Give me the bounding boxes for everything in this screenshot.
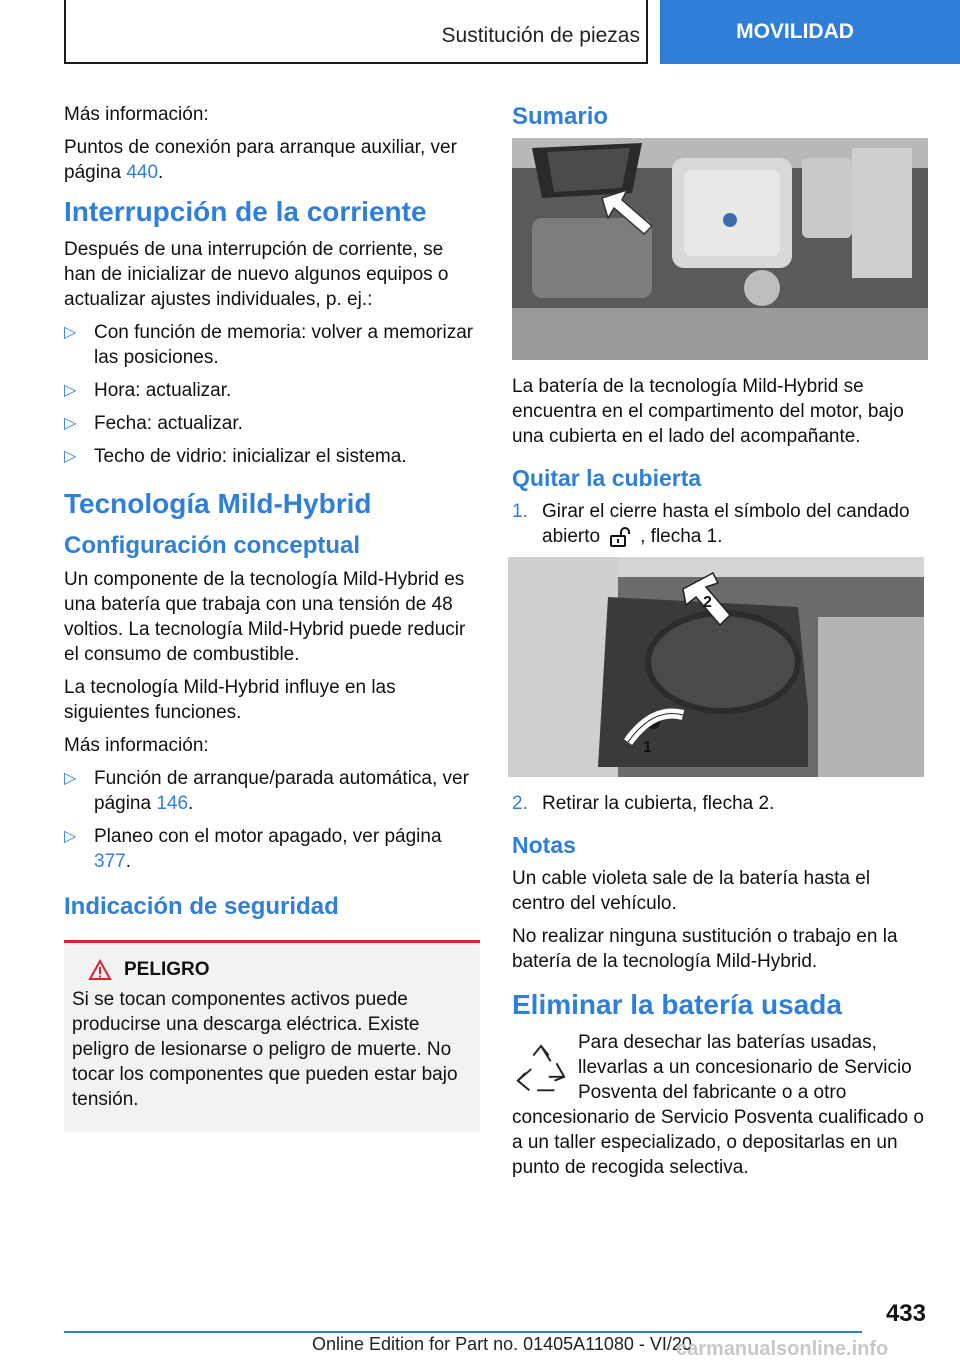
dispose-paragraph: Para desechar las baterías usadas, llevarlas a un concesionario de Servicio Posventa del fabricante o a otro concesionario de Servicio Posventa cualificado o a un taller especializado, o depositarlas en un punto de recogida selectiva. bbox=[512, 1032, 924, 1178]
chapter-tab-label: MOVILIDAD bbox=[736, 20, 854, 43]
heading-remove-cover: Quitar la cubierta bbox=[512, 465, 702, 491]
heading-notes: Notas bbox=[512, 832, 576, 858]
list-item bbox=[64, 320, 480, 370]
influence-paragraph: La tecnología Mild-Hybrid influye en las siguientes funciones. bbox=[64, 677, 396, 723]
list-item-text: Con función de memoria: volver a memorizar las posiciones. bbox=[94, 322, 474, 368]
list-item bbox=[64, 411, 480, 436]
triangle-bullet-icon: ▷ bbox=[64, 382, 77, 399]
concept-paragraph: Un componente de la tecnología Mild-Hybrid es una batería que trabaja con una tensión de 48 voltios. La tecnología Mild-Hybrid puede reducir el consumo de combustible. bbox=[64, 569, 466, 665]
step-number: 1. bbox=[512, 501, 528, 522]
page-number: 433 bbox=[885, 1300, 926, 1327]
header-chapter-tab[interactable] bbox=[660, 0, 960, 64]
step-1-text: Girar el cierre hasta el símbolo del candado abierto bbox=[542, 501, 910, 547]
list-item-text: Planeo con el motor apagado, ver página bbox=[94, 826, 442, 847]
start-stop-page-link[interactable]: 146 bbox=[156, 793, 189, 814]
arrow-label-1: 1 bbox=[643, 739, 652, 756]
engine-bay-photo bbox=[512, 138, 928, 360]
list-item: ▷ Planeo con el motor apagado, ver página 377. bbox=[64, 826, 442, 872]
coasting-page-link[interactable]: 377 bbox=[94, 851, 126, 872]
recycling-icon bbox=[512, 1042, 570, 1100]
step-1 bbox=[512, 499, 928, 549]
heading-safety: Indicación de seguridad bbox=[64, 893, 339, 920]
triangle-bullet-icon: ▷ bbox=[64, 770, 77, 787]
heading-power-interruption: Interrupción de la corriente bbox=[64, 196, 427, 227]
list-item-text: Función de arranque/parada automática, ver página bbox=[94, 768, 469, 814]
heading-dispose-battery: Eliminar la batería usada bbox=[512, 989, 842, 1020]
open-padlock-icon bbox=[608, 526, 632, 548]
heading-concept: Configuración conceptual bbox=[64, 532, 361, 559]
jump-start-paragraph: Puntos de conexión para arranque auxiliar, ver página 440. bbox=[64, 137, 457, 183]
step-2-text: Retirar la cubierta, flecha 2. bbox=[542, 793, 775, 814]
list-item-text: Fecha: actualizar. bbox=[94, 413, 243, 434]
functions-list bbox=[64, 766, 480, 874]
step-1-suffix: , flecha 1. bbox=[640, 526, 723, 547]
triangle-bullet-icon: ▷ bbox=[64, 324, 77, 341]
battery-cover-photo bbox=[508, 557, 924, 777]
danger-title bbox=[88, 959, 472, 981]
footer-divider bbox=[64, 1331, 862, 1333]
header-section-title: Sustitución de piezas bbox=[441, 24, 640, 47]
danger-text: Si se tocan componentes activos puede producirse una descarga eléctrica. Existe peligro de lesionarse o peligro de muerte. No tocar los componentes que pueden estar bajo tensión. bbox=[72, 989, 458, 1110]
dispose-block bbox=[512, 1030, 928, 1180]
notes-paragraph-2: No realizar ninguna sustitución o trabajo en la batería de la tecnología Mild-Hybrid. bbox=[512, 926, 898, 972]
triangle-bullet-icon: ▷ bbox=[64, 828, 77, 845]
notes-paragraph-1: Un cable violeta sale de la batería hasta el centro del vehículo. bbox=[512, 868, 871, 914]
remove-steps-2 bbox=[512, 791, 928, 816]
right-column bbox=[512, 102, 928, 1188]
power-list bbox=[64, 320, 480, 469]
battery-cover-illustration bbox=[508, 557, 924, 777]
heading-mild-hybrid: Tecnología Mild-Hybrid bbox=[64, 488, 372, 519]
step-number: 2. bbox=[512, 793, 528, 814]
arrow-label-2: 2 bbox=[703, 594, 712, 611]
summary-paragraph: La batería de la tecnología Mild-Hybrid se encuentra en el compartimento del motor, bajo una cubierta en el lado del acompañante. bbox=[512, 376, 904, 447]
heading-summary: Sumario bbox=[512, 103, 609, 130]
list-item-text: Hora: actualizar. bbox=[94, 380, 232, 401]
list-item: ▷ Función de arranque/parada automática, ver página 146. bbox=[64, 768, 469, 814]
danger-warning-box bbox=[64, 940, 480, 1132]
list-item bbox=[64, 444, 480, 469]
triangle-bullet-icon: ▷ bbox=[64, 448, 77, 465]
left-column bbox=[64, 102, 480, 1132]
more-info-label-2: Más información: bbox=[64, 735, 209, 756]
more-info-label: Más información: bbox=[64, 104, 209, 125]
remove-steps bbox=[512, 499, 928, 549]
site-watermark: carmanualsonline.info bbox=[676, 1338, 889, 1360]
list-item bbox=[64, 378, 480, 403]
triangle-bullet-icon: ▷ bbox=[64, 415, 77, 432]
power-paragraph: Después de una interrupción de corriente, se han de inicializar de nuevo algunos equipos o actualizar ajustes individuales, p. ej.: bbox=[64, 239, 449, 310]
warning-triangle-icon bbox=[88, 959, 112, 981]
danger-label: PELIGRO bbox=[124, 959, 210, 980]
engine-bay-illustration bbox=[512, 138, 928, 360]
jump-start-text: Puntos de conexión para arranque auxiliar, ver página bbox=[64, 137, 457, 183]
list-item-text: Techo de vidrio: inicializar el sistema. bbox=[94, 446, 407, 467]
step-2 bbox=[512, 791, 928, 816]
footer-edition: Online Edition for Part no. 01405A11080 - VI/20 bbox=[312, 1334, 692, 1354]
jump-start-page-link[interactable]: 440 bbox=[126, 162, 159, 183]
